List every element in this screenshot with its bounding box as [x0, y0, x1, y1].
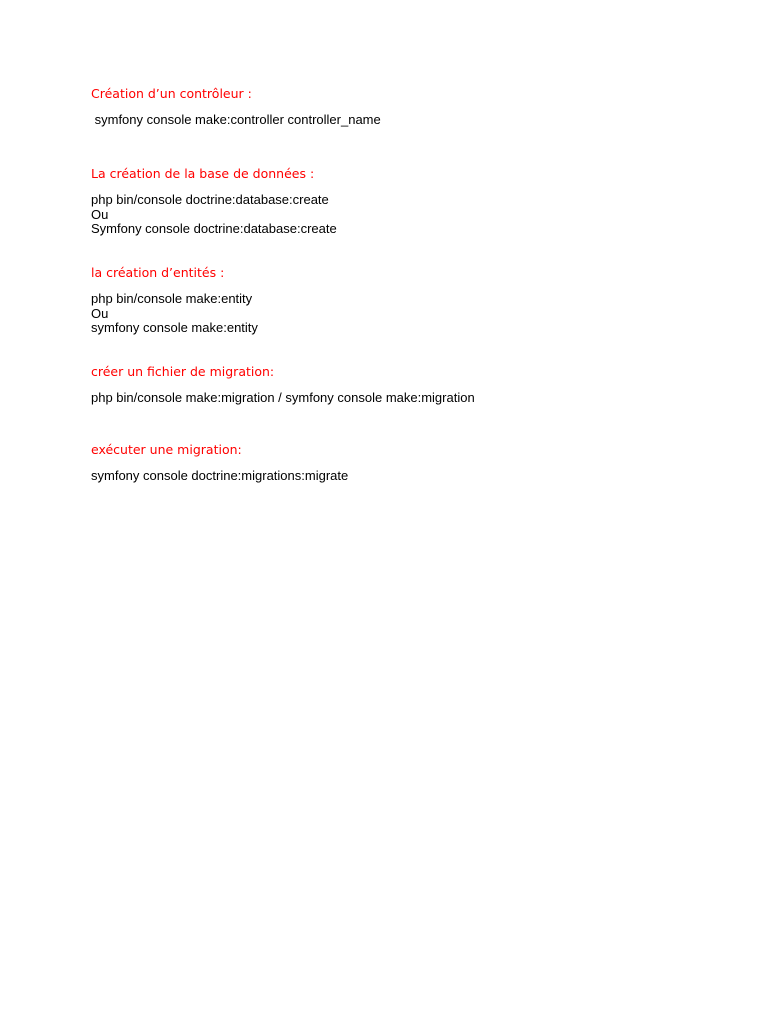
section-heading: Création d’un contrôleur :	[91, 86, 252, 101]
or-line: Ou	[91, 305, 109, 321]
section-heading: créer un fichier de migration:	[91, 364, 275, 379]
section-body	[91, 391, 728, 406]
section-body	[91, 113, 728, 128]
section-run-migration	[91, 442, 728, 484]
section-heading: La création de la base de données :	[91, 166, 315, 181]
command-line: symfony console doctrine:migrations:migrate	[91, 468, 349, 483]
section-migration-file	[91, 364, 728, 406]
or-line: Ou	[91, 206, 109, 222]
command-line: php bin/console doctrine:database:create	[91, 192, 329, 207]
section-database	[91, 166, 728, 237]
section-heading: la création d’entités :	[91, 265, 225, 280]
command-line: php bin/console make:entity	[91, 291, 253, 306]
section-entities	[91, 265, 728, 336]
command-line: symfony console make:controller controller_name	[91, 112, 381, 127]
section-body	[91, 193, 728, 237]
section-controller	[91, 86, 728, 128]
section-heading: exécuter une migration:	[91, 442, 242, 457]
command-line: php bin/console make:migration / symfony console make:migration	[91, 390, 475, 405]
section-body	[91, 292, 728, 336]
command-line: symfony console make:entity	[91, 320, 258, 336]
section-body	[91, 469, 728, 484]
command-line: Symfony console doctrine:database:create	[91, 221, 337, 237]
